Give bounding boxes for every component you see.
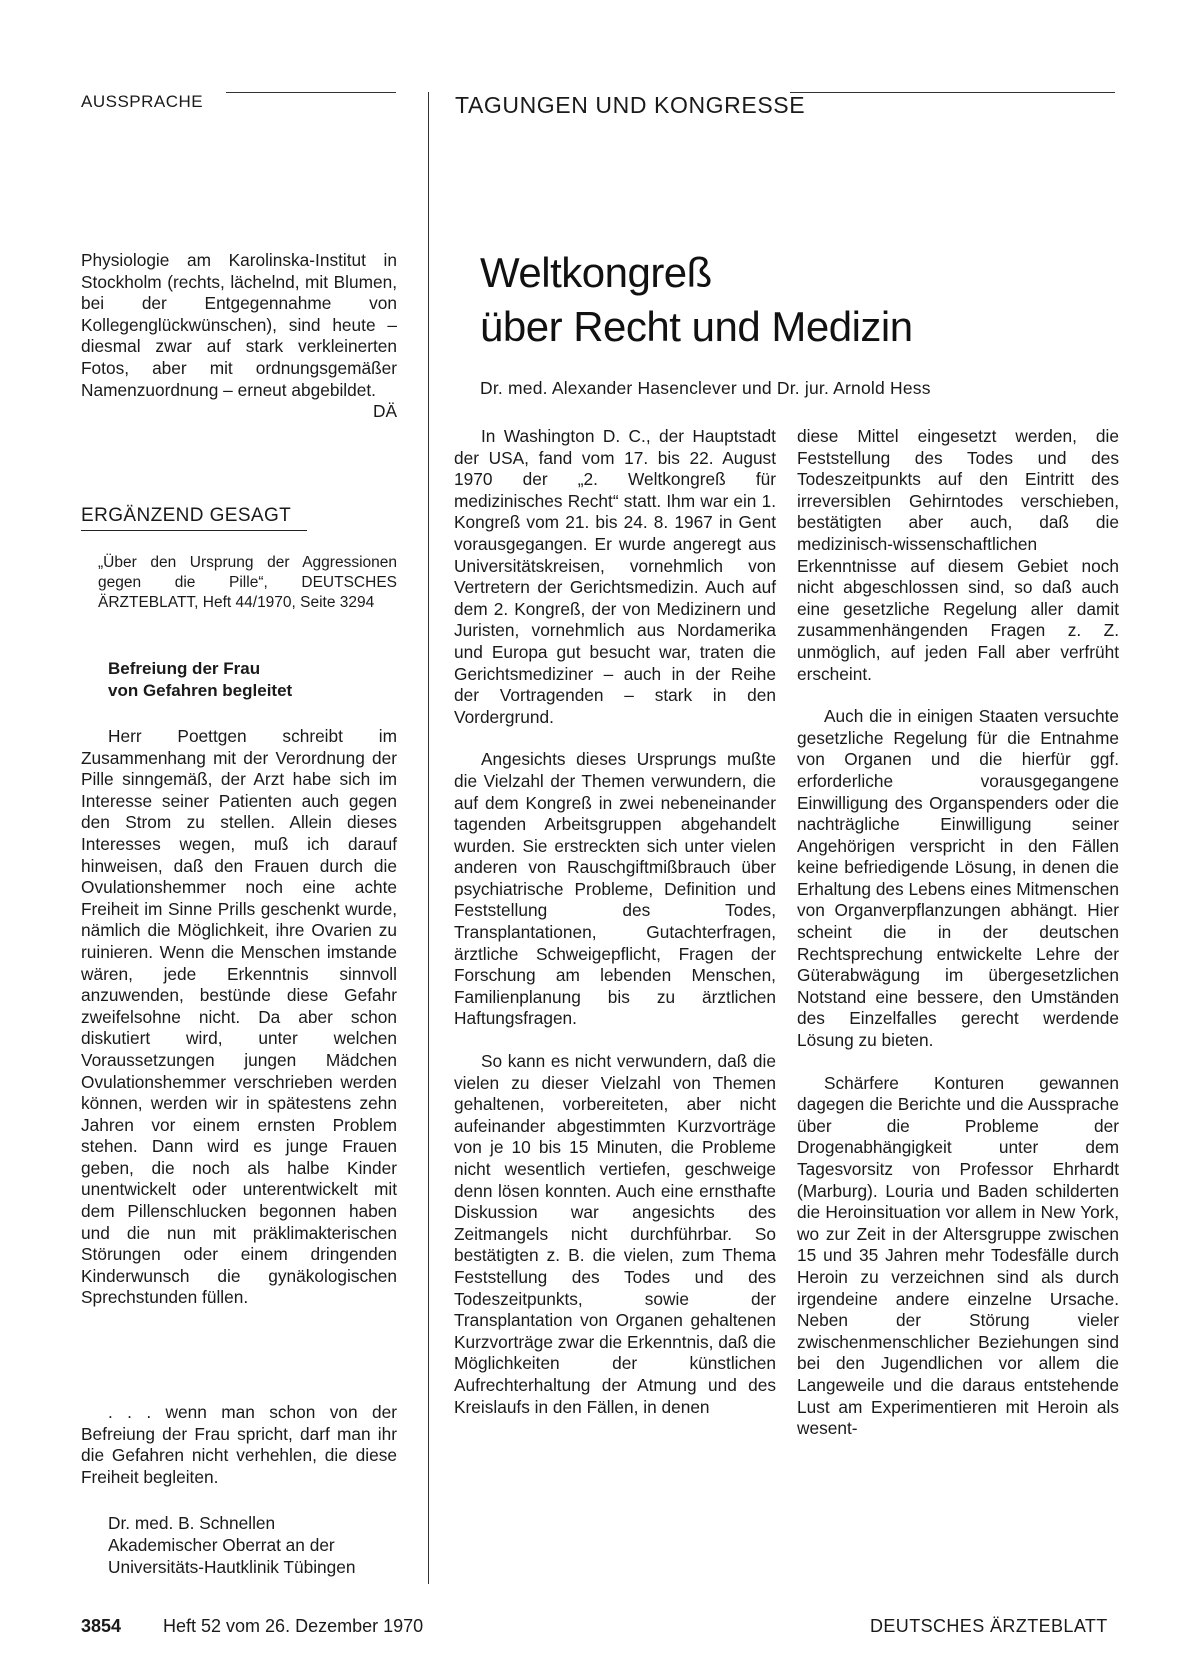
article-paragraph: Schärfere Konturen gewannen dagegen die Berichte und die Aussprache über die Probleme der Drogenabhängigkeit unter dem Tagesvorsitz von Professor Ehrhardt (Marburg). Louria und Baden schilderten die Heroinsituation vor allem in New York, wo zur Zeit in der Altersgruppe zwischen 15 und 35 Jahren mehr Todesfälle durch Heroin zu verzeichnen sind als durch irgendeine andere einzelne Ursache. Neben der Störung vieler zwischenmenschlicher Beziehungen sind bei den Jugendlichen vor allem die Langeweile und die daraus entstehende Lust am Experimentieren mit Heroin als wesent- xyxy=(797,1072,1119,1439)
letter-signature xyxy=(108,1512,356,1578)
intro-paragraph: Physiologie am Karolinska-Institut in Stockholm (rechts, lächelnd, mit Blumen, bei der Entgegennahme von Kollegenglückwünschen), sind heute – diesmal zwar auf stark verkleinerten Fotos, aber mit ordnungsgemäßer Namenzuordnung – erneut abgebildet. xyxy=(81,250,397,400)
publication-name: DEUTSCHES ÄRZTEBLATT xyxy=(870,1616,1108,1636)
signature-institution: Universitäts-Hautklinik Tübingen xyxy=(108,1557,356,1577)
letter-closing xyxy=(81,1402,397,1488)
article-paragraph: diese Mittel eingesetzt werden, die Feststellung des Todes und des Todeszeitpunkts auf den Eintritt des irreversiblen Gehirntodes verschieben, bestätigten aber auch, daß die medizinisch-wissenschaftlichen Erkenntnisse auf diesem Gebiet noch nicht abgeschlossen sind, so daß auch eine gesetzliche Regelung aller damit zusammenhängenden Fragen z. Z. unmöglich, auf jeden Fall aber verfrüht erscheint. xyxy=(797,426,1119,684)
letter-headline-line1: Befreiung der Frau xyxy=(108,659,261,678)
article-column-2 xyxy=(797,426,1119,1440)
article-paragraph: In Washington D. C., der Hauptstadt der USA, fand vom 17. bis 22. August 1970 der „2. Weltkongreß für medizinisches Recht“ statt. Ihm war ein 1. Kongreß vom 21. bis 24. 8. 1967 in Gent vorausgegangen. Er wurde angeregt aus Universitätskreisen, vornehmlich von Vertretern der Gerichtsmedizin. Auch auf dem 2. Kongreß, der von Medizinern und Juristen, vornehmlich aus Nordamerika und Europa gut besucht war, traten die Gerichtsmediziner – auch in der Reihe der Vortragenden – stark in den Vordergrund. xyxy=(454,426,776,727)
erganzend-section-title: ERGÄNZEND GESAGT xyxy=(81,505,292,526)
article-title-line2: über Recht und Medizin xyxy=(480,303,913,350)
letter-headline xyxy=(108,658,292,702)
letter-paragraph: Herr Poettgen schreibt im Zusammenhang mit der Verordnung der Pille sinngemäß, der Arzt habe sich im Interesse seiner Patienten auch gegen den Strom zu stellen. Allein dieses Interesses wegen, muß ich darauf hinweisen, daß den Frauen durch die Ovulationshemmer noch eine achte Freiheit im Sinne Prills geschenkt wurde, nämlich die Möglichkeit, ihre Ovarien zu ruinieren. Wenn die Menschen imstande wären, jede Erkenntnis sinnvoll anzuwenden, bestünde diese Gefahr zweifelsohne nicht. Da aber schon diskutiert wird, unter welchen Voraussetzungen jungen Mädchen Ovulationshemmer verschrieben werden können, werden wir in spätestens zehn Jahren vor einem ernsten Problem stehen. Dann wird es junge Frauen geben, die noch als halbe Kinder unentwickelt oder unterentwickelt mit dem Pillenschlucken begonnen haben und die nun mit präklimakterischen Störungen oder einem dringenden Kinderwunsch die gynäkologischen Sprechstunden füllen. xyxy=(81,726,397,1308)
erganzend-reference: „Über den Ursprung der Aggressionen gegen die Pille“, DEUTSCHES ÄRZTEBLATT, Heft 44/1970, Seite 3294 xyxy=(98,554,397,611)
column-divider xyxy=(428,92,429,1584)
intro-text-block xyxy=(81,250,397,423)
article-authors: Dr. med. Alexander Hasenclever und Dr. jur. Arnold Hess xyxy=(480,378,931,398)
article-title xyxy=(480,246,913,354)
signature-title: Akademischer Oberrat an der xyxy=(108,1535,335,1555)
article-title-line1: Weltkongreß xyxy=(480,249,712,296)
section-label-aussprache: AUSSPRACHE xyxy=(81,92,204,111)
erganzend-title-rule xyxy=(81,530,307,531)
issue-info: Heft 52 vom 26. Dezember 1970 xyxy=(163,1616,424,1636)
article-paragraph: So kann es nicht verwundern, daß die vielen zu dieser Vielzahl von Themen gehaltenen, vorbereiteten, aber nicht aufeinander abgestimmten Kurzvorträge von je 10 bis 15 Minuten, die Probleme nicht wesentlich vertiefen, geschweige denn lösen konnten. Auch eine ernsthafte Diskussion war angesichts des Zeitmangels nicht durchführbar. So bestätigten z. B. die vielen, zum Thema Feststellung des Todes und des Todeszeitpunkts, sowie der Transplantation von Organen gehaltenen Kurzvorträge zwar die Erkenntnis, daß die Möglichkeiten der künstlichen Aufrechterhaltung der Atmung und des Kreislaufs in den Fällen, in denen xyxy=(454,1051,776,1417)
section-label-tagungen: TAGUNGEN UND KONGRESSE xyxy=(455,92,806,118)
page-number: 3854 xyxy=(81,1616,122,1636)
signature-name: Dr. med. B. Schnellen xyxy=(108,1513,276,1533)
article-paragraph: Auch die in einigen Staaten versuchte gesetzliche Regelung für die Entnahme von Organen und die hierfür ggf. erforderliche vorausgegangene Einwilligung des Organspenders oder die nachträgliche Einwilligung seiner Angehörigen verspricht in den Fällen keine befriedigende Lösung, in denen die Erhaltung des Lebens eines Mitmenschen von Organverpflanzungen abhängt. Hier scheint die in der deutschen Rechtsprechung entwickelte Lehre der Güterabwägung im übergesetzlichen Notstand eine bessere, den Umständen des Einzelfalles gerecht werdende Lösung zu bieten. xyxy=(797,706,1119,1051)
article-paragraph: Angesichts dieses Ursprungs mußte die Vielzahl der Themen verwundern, die auf dem Kongreß in zwei nebeneinander tagenden Arbeitsgruppen abgehandelt wurden. Sie erstreckten sich unter vielen anderen von Rauschgiftmißbrauch über psychiatrische Probleme, Definition und Feststellung des Todes, Transplantationen, Gutachterfragen, ärztliche Schweigepflicht, Fragen der Forschung am lebenden Menschen, Familienplanung bis zu ärztlichen Haftungsfragen. xyxy=(454,749,776,1029)
letter-body xyxy=(81,726,397,1309)
intro-signature: DÄ xyxy=(372,401,397,422)
header-rule-left xyxy=(226,92,396,93)
letter-headline-line2: von Gefahren begleitet xyxy=(108,681,293,700)
article-column-1 xyxy=(454,426,776,1418)
letter-closing-paragraph: . . . wenn man schon von der Befreiung der Frau spricht, darf man ihr die Gefahren nicht verhehlen, die diese Freiheit begleiten. xyxy=(81,1402,397,1487)
header-rule-right xyxy=(790,92,1115,93)
